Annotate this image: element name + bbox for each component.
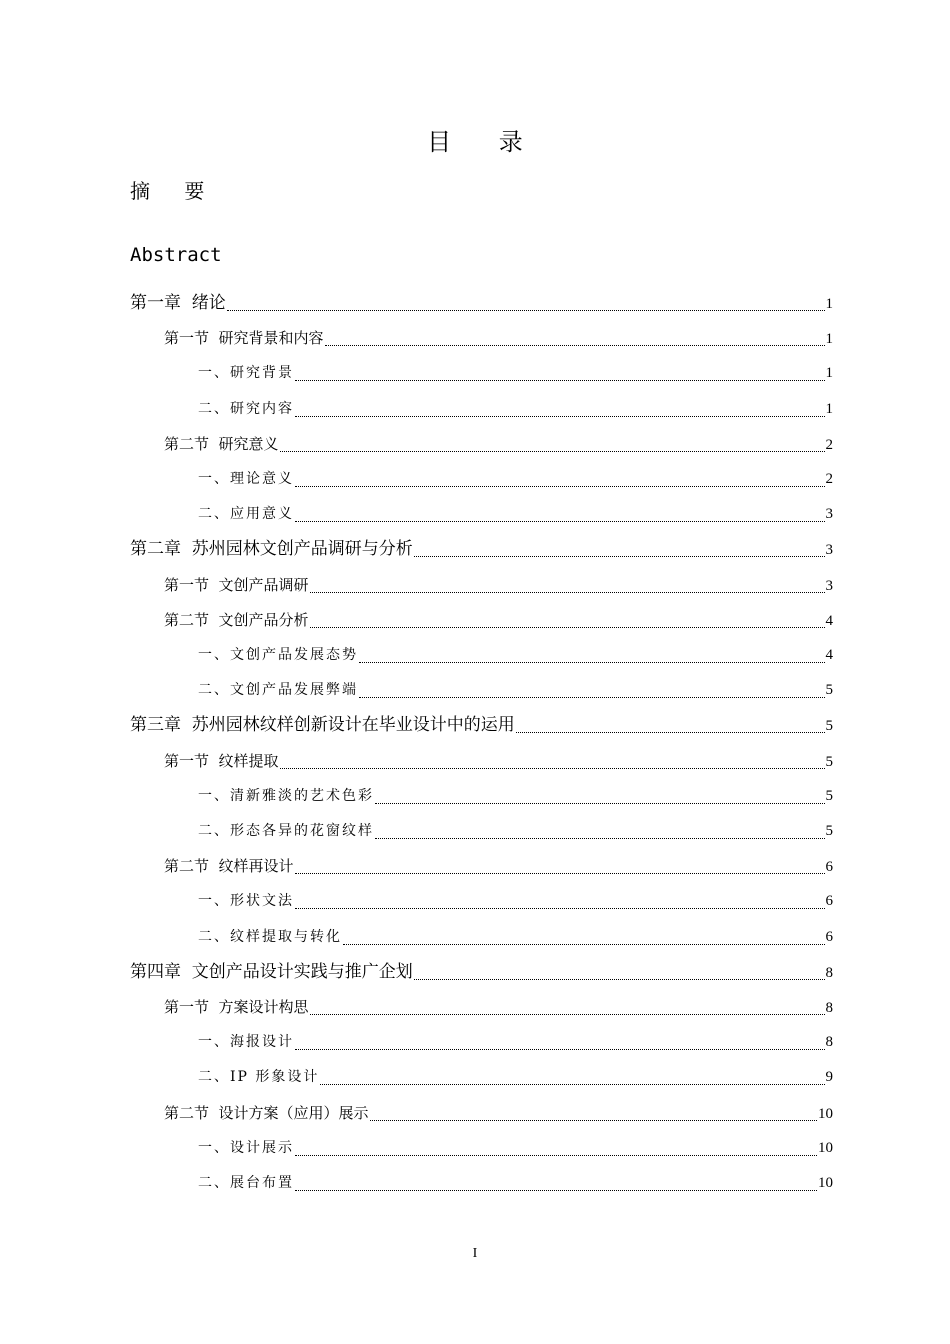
- toc-entry[interactable]: [198, 1168, 833, 1198]
- toc-entry-label: 第一节 文创产品调研: [164, 575, 309, 594]
- toc-entry-page: 10: [818, 1175, 833, 1191]
- toc-entry-page: 1: [825, 331, 833, 348]
- toc-entry-label: 一、研究背景: [198, 365, 294, 382]
- toc-entry[interactable]: [198, 781, 833, 811]
- toc-entry[interactable]: [164, 746, 833, 776]
- toc-entry[interactable]: [130, 534, 833, 564]
- toc-entry-page: 1: [825, 296, 833, 312]
- toc-entry-page: 5: [825, 787, 833, 804]
- toc-entry[interactable]: [198, 816, 833, 846]
- toc-entry-label: 一、海报设计: [198, 1034, 294, 1051]
- toc-title: 目 录: [427, 128, 543, 156]
- toc-leader-dots: [310, 626, 825, 628]
- abstract-zh-heading[interactable]: 摘 要: [130, 179, 219, 203]
- toc-entry[interactable]: [164, 323, 833, 353]
- toc-entry-page: 5: [825, 753, 833, 770]
- toc-entry-label: 第四章 文创产品设计实践与推广企划: [130, 961, 413, 982]
- toc-entry[interactable]: [164, 851, 833, 881]
- toc-entry[interactable]: [164, 992, 833, 1022]
- toc-entry[interactable]: [164, 429, 833, 459]
- page-number: I: [472, 1246, 478, 1261]
- toc-entry-page: 10: [818, 1105, 833, 1122]
- toc-entry[interactable]: [198, 1027, 833, 1057]
- toc-entry-page: 8: [825, 1034, 833, 1051]
- toc-leader-dots: [359, 696, 825, 698]
- toc-leader-dots: [516, 731, 825, 733]
- toc-entry[interactable]: [198, 640, 833, 670]
- toc-entry-page: 3: [825, 506, 833, 523]
- toc-entry-label: 第二节 研究意义: [164, 434, 279, 453]
- toc-leader-dots: [280, 450, 825, 452]
- toc-entry-page: 2: [825, 471, 833, 487]
- toc-entry-label: 第一节 纹样提取: [164, 751, 279, 770]
- toc-entry-label: 一、文创产品发展态势: [198, 647, 358, 663]
- toc-entry-label: 第一节 方案设计构思: [164, 998, 309, 1016]
- toc-entry[interactable]: [198, 1133, 833, 1163]
- toc-entry[interactable]: [130, 710, 833, 740]
- toc-entry-label: 二、形态各异的花窗纹样: [198, 823, 374, 839]
- toc-entry-page: 5: [825, 682, 833, 699]
- toc-leader-dots: [414, 978, 825, 980]
- toc-entry[interactable]: [164, 605, 833, 635]
- toc-entry-page: 3: [825, 542, 833, 559]
- toc-entry-label: 一、设计展示: [198, 1139, 294, 1156]
- toc-entry-label: 第二节 纹样再设计: [164, 857, 294, 876]
- toc-entry[interactable]: [198, 394, 833, 424]
- toc-leader-dots: [295, 379, 825, 381]
- toc-entry[interactable]: [198, 922, 833, 952]
- toc-entry-label: 二、文创产品发展弊端: [198, 682, 358, 699]
- toc-entry-label: 二、纹样提取与转化: [198, 928, 342, 945]
- toc-leader-dots: [370, 1119, 817, 1121]
- toc-leader-dots: [295, 520, 825, 522]
- toc-entry-page: 6: [825, 928, 833, 945]
- toc-leader-dots: [325, 344, 825, 346]
- toc-leader-dots: [227, 309, 825, 311]
- toc-leader-dots: [375, 837, 825, 839]
- toc-entry-label: 第二节 文创产品分析: [164, 610, 309, 629]
- toc-entry[interactable]: [198, 499, 833, 529]
- toc-leader-dots: [295, 907, 825, 909]
- toc-entry[interactable]: [130, 288, 833, 318]
- toc-entry-page: 8: [825, 1000, 833, 1016]
- toc-entry-label: 第三章 苏州园林纹样创新设计在毕业设计中的运用: [130, 715, 515, 736]
- toc-leader-dots: [295, 1048, 825, 1050]
- toc-leader-dots: [310, 591, 825, 593]
- toc-entry[interactable]: [198, 1062, 833, 1092]
- toc-leader-dots: [280, 767, 825, 769]
- toc-entry[interactable]: [164, 1098, 833, 1128]
- toc-entry[interactable]: [198, 358, 833, 388]
- toc-entry-page: 4: [825, 612, 833, 629]
- toc-leader-dots: [414, 555, 825, 557]
- toc-entry-label: 一、清新雅淡的艺术色彩: [198, 787, 374, 804]
- toc-leader-dots: [295, 872, 825, 874]
- toc-leader-dots: [295, 1154, 817, 1156]
- toc-entry-label: 第一节 研究背景和内容: [164, 329, 324, 348]
- toc-leader-dots: [310, 1013, 825, 1015]
- toc-entry-page: 8: [825, 964, 833, 981]
- toc-leader-dots: [295, 485, 825, 487]
- toc-entry-page: 2: [825, 436, 833, 453]
- toc-entry-page: 6: [825, 859, 833, 876]
- toc-entry-page: 1: [825, 400, 833, 417]
- toc-leader-dots: [343, 943, 825, 945]
- toc-leader-dots: [295, 415, 825, 417]
- toc-entry[interactable]: [198, 886, 833, 916]
- abstract-en-heading[interactable]: Abstract: [130, 244, 222, 266]
- toc-entry-page: 5: [825, 718, 833, 735]
- toc-entry[interactable]: [198, 675, 833, 705]
- toc-entry-page: 10: [818, 1139, 833, 1156]
- toc-entry[interactable]: [198, 464, 833, 494]
- toc-leader-dots: [375, 802, 825, 804]
- toc-entry[interactable]: [130, 957, 833, 987]
- toc-entry-page: 9: [825, 1069, 833, 1086]
- toc-entry-label: 第二章 苏州园林文创产品调研与分析: [130, 539, 413, 560]
- toc-leader-dots: [320, 1083, 824, 1085]
- toc-entry-page: 6: [825, 893, 833, 910]
- toc-entry-page: 5: [825, 823, 833, 839]
- toc-entry-label: 二、IP 形象设计: [198, 1069, 320, 1086]
- toc-leader-dots: [359, 661, 825, 663]
- toc-leader-dots: [295, 1189, 817, 1191]
- toc-entry-label: 第二节 设计方案（应用）展示: [164, 1103, 369, 1122]
- toc-entry-label: 二、展台布置: [198, 1175, 294, 1191]
- toc-entry-page: 4: [825, 647, 833, 663]
- toc-entry-label: 一、理论意义: [198, 471, 294, 487]
- toc-entry-label: 第一章 绪论: [130, 293, 226, 313]
- toc-entry-label: 一、形状文法: [198, 893, 294, 910]
- toc-entry-page: 1: [825, 365, 833, 382]
- toc-entry-page: 3: [825, 577, 833, 594]
- toc-entry-label: 二、应用意义: [198, 506, 294, 523]
- toc-entry-label: 二、研究内容: [198, 400, 294, 417]
- toc-entry[interactable]: [164, 570, 833, 600]
